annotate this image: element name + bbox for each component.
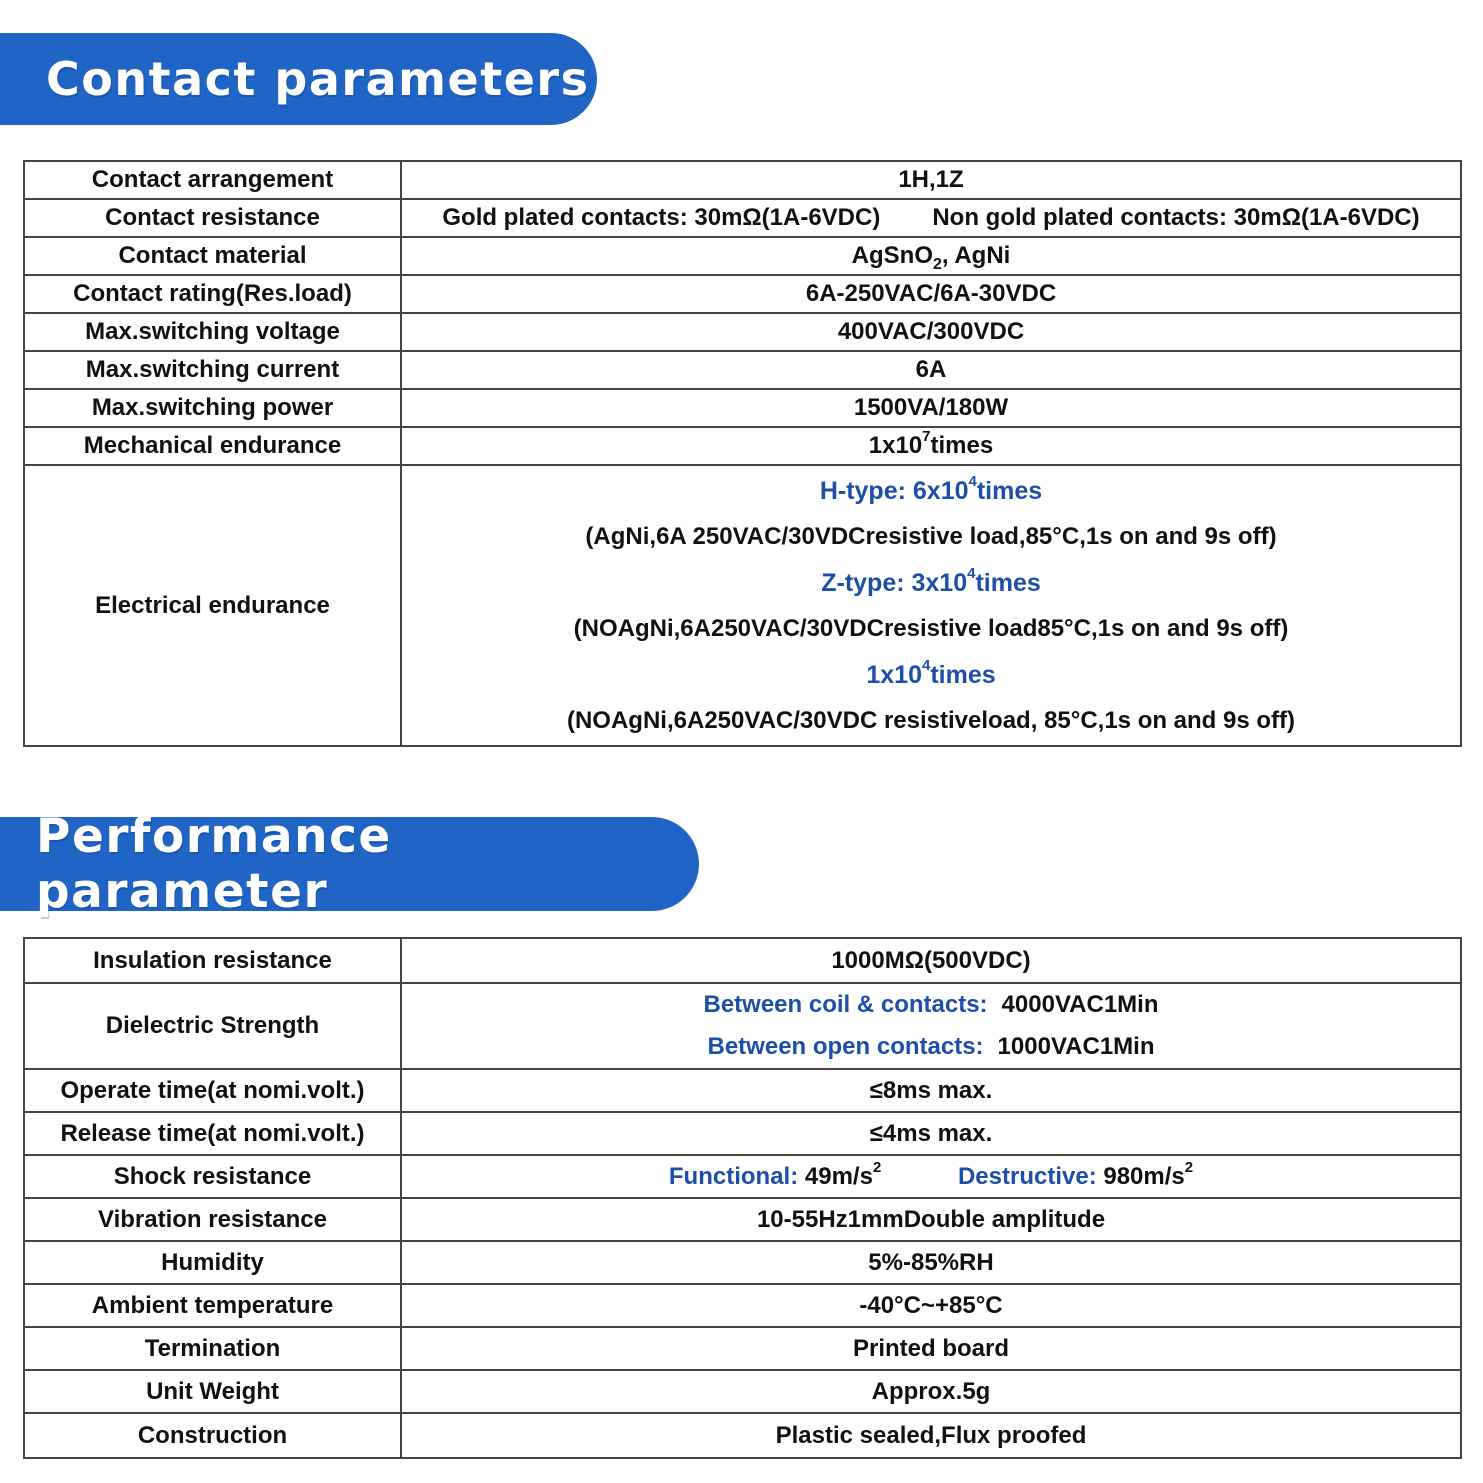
- row-label: Unit Weight: [24, 1370, 401, 1413]
- h-type-endurance: H-type: $6x10^4times$: [819, 473, 1043, 505]
- row-value: -40°C~+85°C: [401, 1284, 1461, 1327]
- row-value: 6A: [401, 351, 1461, 389]
- performance-parameter-title: Performance parameter: [36, 809, 392, 919]
- h-type-conditions: (AgNi,6A 250VAC/30VDCresistive load,85°C,1s on and 9s off): [585, 522, 1277, 550]
- row-label: Operate time(at nomi.volt.): [24, 1069, 401, 1112]
- table-row-electrical-endurance: [24, 465, 1461, 746]
- z-type-endurance: Z-type: $3x10^4times$: [821, 565, 1041, 597]
- table-row: [24, 1198, 1461, 1241]
- table-row: [24, 1069, 1461, 1112]
- table-row: [24, 199, 1461, 237]
- row-label: Ambient temperature: [24, 1284, 401, 1327]
- row-value: 1000MΩ(500VDC): [401, 938, 1461, 983]
- row-value: ≤8ms max.: [401, 1069, 1461, 1112]
- value-text: 1x10: [868, 432, 923, 459]
- contact-parameters-header: [0, 33, 597, 125]
- superscript: 2: [872, 1158, 882, 1176]
- subscript: 2: [932, 255, 942, 273]
- row-label: Release time(at nomi.volt.): [24, 1112, 401, 1155]
- row-value: 1500VA/180W: [401, 389, 1461, 427]
- row-value: 400VAC/300VDC: [401, 313, 1461, 351]
- row-label: Termination: [24, 1327, 401, 1370]
- value-text: AgSnO: [851, 242, 933, 269]
- superscript: 4: [921, 657, 931, 675]
- open-contacts-line: Between open contacts: 1000VAC1Min: [707, 1033, 1155, 1060]
- row-label: Electrical endurance: [24, 465, 401, 746]
- row-label: Max.switching power: [24, 389, 401, 427]
- table-row: [24, 313, 1461, 351]
- row-value: [401, 427, 1461, 465]
- row-label: Insulation resistance: [24, 938, 401, 983]
- destructive-key: Destructive:: [957, 1162, 1097, 1190]
- table-row: [24, 1241, 1461, 1284]
- row-label: Vibration resistance: [24, 1198, 401, 1241]
- table-row-dielectric-strength: [24, 983, 1461, 1069]
- row-value: [401, 1155, 1461, 1198]
- gold-plated-value: Gold plated contacts: 30mΩ(1A-6VDC): [442, 204, 881, 231]
- table-row: [24, 1370, 1461, 1413]
- functional-value: 49m/s: [804, 1162, 873, 1190]
- row-value: Printed board: [401, 1327, 1461, 1370]
- row-label: Contact resistance: [24, 199, 401, 237]
- table-row: [24, 161, 1461, 199]
- contact-parameters-title: Contact parameters: [46, 52, 590, 106]
- value-text: , AgNi: [941, 242, 1011, 269]
- table-row: [24, 427, 1461, 465]
- row-label: Contact arrangement: [24, 161, 401, 199]
- destructive-value: 980m/s: [1103, 1162, 1185, 1190]
- row-value: 5%-85%RH: [401, 1241, 1461, 1284]
- table-row: [24, 389, 1461, 427]
- row-value: [401, 983, 1461, 1069]
- z-type-conditions: (NOAgNi,6A250VAC/30VDCresistive load85°C,1s on and 9s off): [573, 614, 1289, 642]
- row-label: Dielectric Strength: [24, 983, 401, 1069]
- non-gold-plated-value: Non gold plated contacts: 30mΩ(1A-6VDC): [932, 204, 1420, 231]
- functional-key: Functional:: [668, 1162, 799, 1190]
- no-endurance: $1x10^4times$: [866, 657, 996, 689]
- row-label: Max.switching voltage: [24, 313, 401, 351]
- superscript: 2: [1184, 1158, 1194, 1176]
- row-value: Plastic sealed,Flux proofed: [401, 1413, 1461, 1458]
- row-label: Humidity: [24, 1241, 401, 1284]
- table-row: [24, 1413, 1461, 1458]
- row-value: [401, 237, 1461, 275]
- table-row: [24, 275, 1461, 313]
- table-row-shock-resistance: [24, 1155, 1461, 1198]
- row-label: Max.switching current: [24, 351, 401, 389]
- table-row: [24, 351, 1461, 389]
- table-row: [24, 1112, 1461, 1155]
- row-value: 6A-250VAC/6A-30VDC: [401, 275, 1461, 313]
- row-value: [401, 465, 1461, 746]
- row-value: ≤4ms max.: [401, 1112, 1461, 1155]
- table-row: [24, 237, 1461, 275]
- coil-contacts-line: Between coil & contacts: 4000VAC1Min: [703, 991, 1159, 1018]
- row-label: Mechanical endurance: [24, 427, 401, 465]
- row-value: Approx.5g: [401, 1370, 1461, 1413]
- table-row: [24, 938, 1461, 983]
- performance-parameter-header: [0, 809, 699, 919]
- table-row: [24, 1327, 1461, 1370]
- table-row: [24, 1284, 1461, 1327]
- row-value: 1H,1Z: [401, 161, 1461, 199]
- value-text: times: [930, 432, 994, 459]
- row-label: Contact rating(Res.load): [24, 275, 401, 313]
- row-label: Contact material: [24, 237, 401, 275]
- superscript: 4: [967, 565, 976, 583]
- row-label: Shock resistance: [24, 1155, 401, 1198]
- contact-parameters-table: [23, 160, 1462, 747]
- no-conditions: (NOAgNi,6A250VAC/30VDC resistiveload, 85°C,1s on and 9s off): [566, 706, 1296, 734]
- row-value: 10-55Hz1mmDouble amplitude: [401, 1198, 1461, 1241]
- performance-parameter-table: [23, 937, 1462, 1459]
- superscript: 4: [968, 473, 977, 491]
- row-label: Construction: [24, 1413, 401, 1458]
- row-value: [401, 199, 1461, 237]
- superscript: 7: [922, 428, 931, 445]
